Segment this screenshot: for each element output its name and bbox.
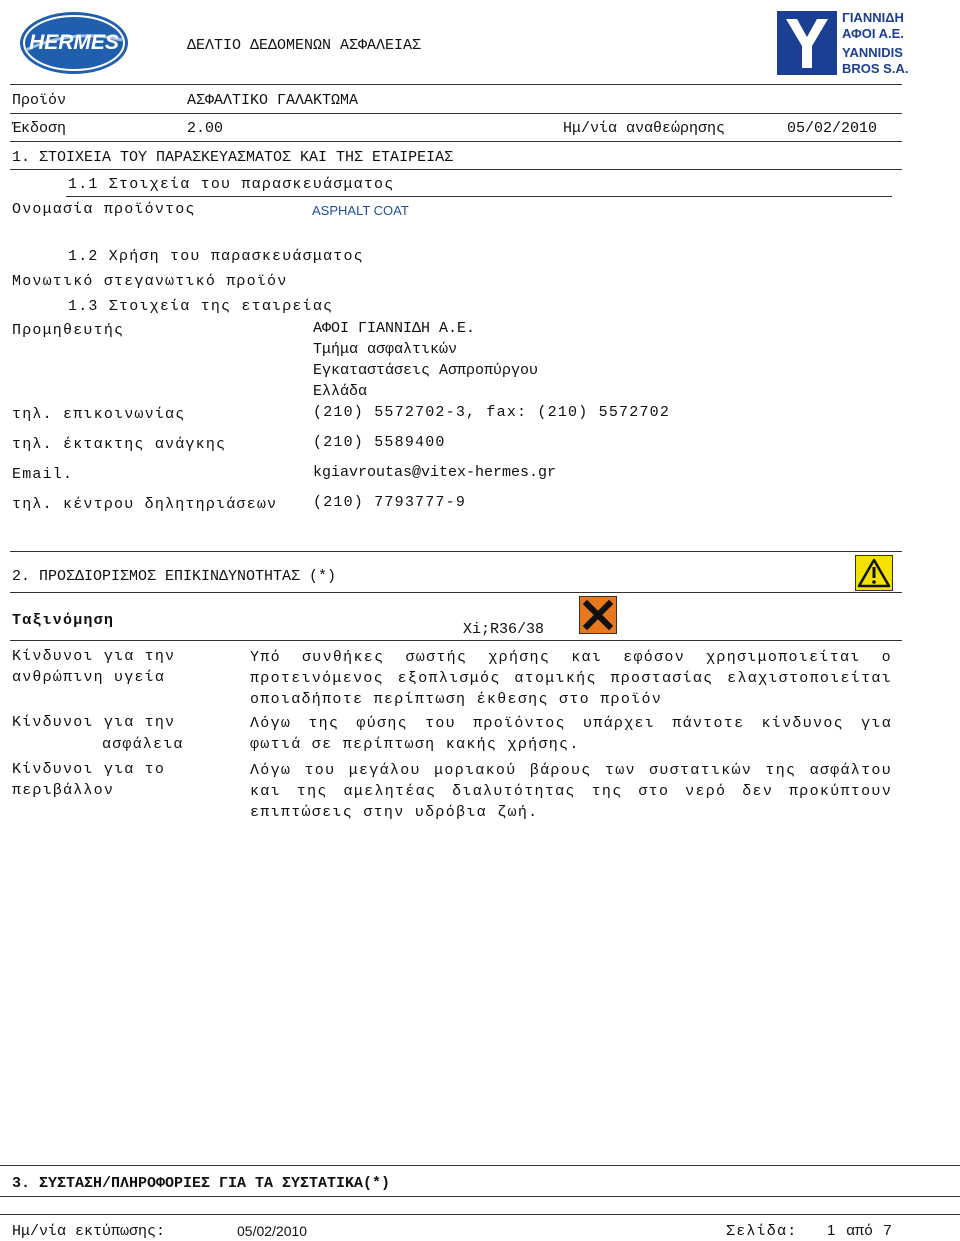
page-total: 7 [883, 1223, 893, 1240]
hazard-safety-label-line-1: Κίνδυνοι για την [12, 714, 176, 731]
hazard-human-text: Υπό συνθήκες σωστής χρήσης και εφόσον χρησιμοποιείται ο προτεινόμενος εξοπλισμός ατομικής προστασίας ελαχιστοποιείται οποιαδήποτε περίπτωση έκθεσης στο προϊόν [250, 649, 892, 708]
poison-center-value: (210) 7793777-9 [313, 494, 467, 511]
document-title: ΔΕΛΤΙΟ ΔΕΔΟΜΕΝΩΝ ΑΣΦΑΛΕΙΑΣ [187, 37, 422, 54]
product-name-value: ASPHALT COAT [312, 203, 409, 218]
supplier-line-1: ΑΦΟΙ ΓΙΑΝΝΙΔΗ Α.Ε. [313, 320, 476, 337]
hermes-logo [18, 10, 130, 76]
hazard-human-label-line-2: ανθρώπινη υγεία [12, 669, 166, 686]
revision-value: 05/02/2010 [787, 120, 878, 137]
product-label: Προϊόν [12, 92, 67, 109]
page-of-label: από [846, 1223, 874, 1240]
supplier-label: Προμηθευτής [12, 322, 125, 339]
version-label: Έκδοση [12, 120, 67, 137]
section2-rule [10, 592, 902, 593]
print-date-value: 05/02/2010 [237, 1223, 308, 1239]
email-label: Email. [12, 466, 74, 483]
section3-rule [0, 1196, 960, 1197]
subsection-1-1-rule [66, 196, 892, 197]
classification-label: Ταξινόμηση [12, 612, 115, 629]
hazard-environment-text: Λόγω του μεγάλου μοριακού βάρους των συστατικών της ασφάλτου και της αμελητέας διαλυτότητας της στο νερό δεν προκύπτουν επιπτώσεις στην υδρόβια ζωή. [250, 762, 892, 821]
supplier-line-3: Εγκαταστάσεις Ασπροπύργου [313, 362, 539, 379]
supplier-line-4: Ελλάδα [313, 383, 368, 400]
yannidis-logo-line-2: ΑΦΟΙ Α.Ε. [842, 26, 904, 41]
page-number: 1 [827, 1222, 836, 1239]
hazard-safety-text: Λόγω της φύσης του προϊόντος υπάρχει πάντοτε κίνδυνος για φωτιά σε περίπτωση κακής χρήσης. [250, 715, 892, 753]
section2-top-rule [10, 551, 902, 552]
section3-top-rule [0, 1165, 960, 1166]
contact-label: τηλ. επικοινωνίας [12, 406, 186, 423]
use-text: Μονωτικό στεγανωτικό προϊόν [12, 273, 288, 290]
header-rule [10, 84, 902, 85]
hazard-environment-label-line-2: περιβάλλον [12, 782, 115, 799]
product-value: ΑΣΦΑΛΤΙΚΟ ΓΑΛΑΚΤΩΜΑ [187, 92, 359, 109]
product-name-label: Ονομασία προϊόντος [12, 201, 196, 218]
hazard-human-label-line-1: Κίνδυνοι για την [12, 648, 176, 665]
emergency-label: τηλ. έκτακτης ανάγκης [12, 436, 227, 453]
subsection-1-2-title: 1.2 Χρήση του παρασκευάσματος [68, 248, 364, 265]
print-date-label: Ημ/νία εκτύπωσης: [12, 1223, 166, 1240]
email-value[interactable]: kgiavroutas@vitex-hermes.gr [313, 464, 557, 481]
hazard-safety-label-line-2: ασφάλεια [102, 736, 184, 753]
meta-rule-1 [10, 113, 902, 114]
classification-rule [10, 640, 902, 641]
emergency-value: (210) 5589400 [313, 434, 446, 451]
hazard-environment-label-line-1: Κίνδυνοι για το [12, 761, 166, 778]
yannidis-logo-line-1: ΓΙΑΝΝΙΔΗ [842, 10, 904, 25]
section3-title: 3. ΣΥΣΤΑΣΗ/ΠΛΗΡΟΦΟΡΙΕΣ ΓΙΑ ΤΑ ΣΥΣΤΑΤΙΚΑ(*) [12, 1175, 391, 1192]
classification-value: Xi;R36/38 [463, 621, 545, 638]
yannidis-logo-line-3: YANNIDIS [842, 45, 903, 60]
section1-rule [10, 169, 902, 170]
yannidis-logo [776, 10, 909, 80]
contact-value: (210) 5572702-3, fax: (210) 5572702 [313, 404, 671, 421]
yannidis-logo-line-4: BROS S.A. [842, 61, 909, 76]
hermes-logo-text: HERMES [29, 31, 119, 54]
subsection-1-1-title: 1.1 Στοιχεία του παρασκευάσματος [68, 176, 395, 193]
harmful-x-icon [579, 596, 617, 634]
poison-center-label: τηλ. κέντρου δηλητηριάσεων [12, 496, 278, 513]
supplier-line-2: Τμήμα ασφαλτικών [313, 341, 458, 358]
section2-title: 2. ΠΡΟΣΔΙΟΡΙΣΜΟΣ ΕΠΙΚΙΝΔΥΝΟΤΗΤΑΣ (*) [12, 568, 337, 585]
warning-triangle-icon [855, 555, 893, 591]
revision-label: Ημ/νία αναθεώρησης [563, 120, 726, 137]
subsection-1-3-title: 1.3 Στοιχεία της εταιρείας [68, 298, 334, 315]
meta-rule-2 [10, 141, 902, 142]
version-value: 2.00 [187, 120, 224, 137]
page-label: Σελίδα: [726, 1223, 798, 1240]
section1-title: 1. ΣΤΟΙΧΕΙΑ ΤΟΥ ΠΑΡΑΣΚΕΥΑΣΜΑΤΟΣ ΚΑΙ ΤΗΣ ΕΤΑΙΡΕΙΑΣ [12, 149, 454, 166]
footer-rule [0, 1214, 960, 1215]
